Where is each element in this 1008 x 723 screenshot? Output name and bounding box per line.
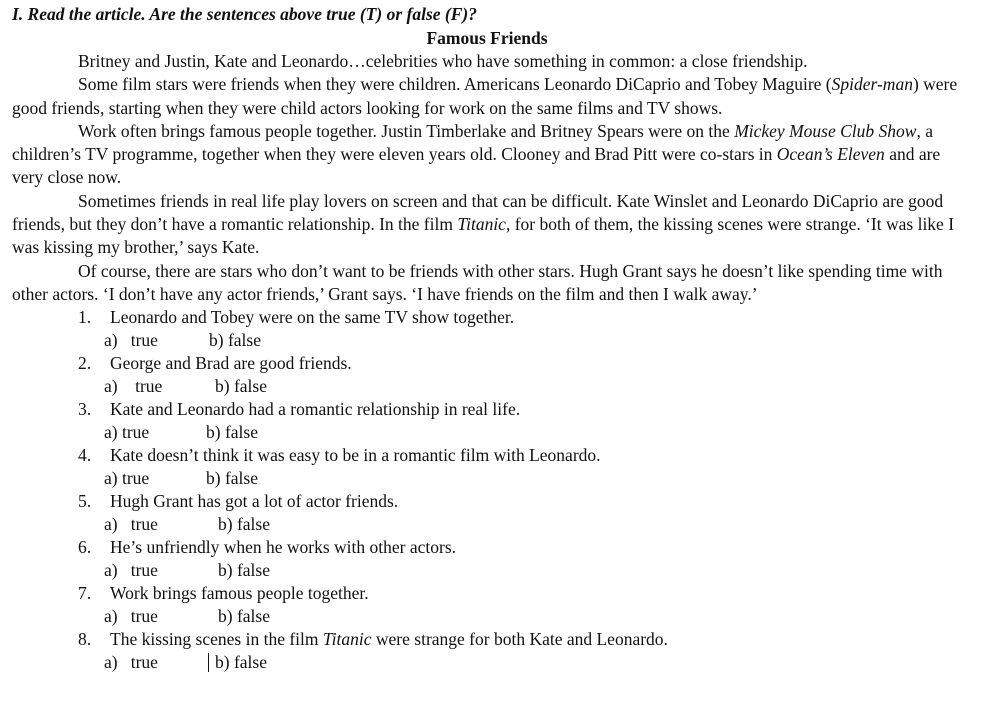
option-b[interactable]: b) false xyxy=(206,422,258,443)
question-5 xyxy=(12,490,962,513)
exercise-heading: I. Read the article. Are the sentences above true (T) or false (F)? xyxy=(12,4,477,24)
option-a[interactable]: a) true xyxy=(104,330,158,351)
option-b[interactable]: b) false xyxy=(215,376,267,397)
question-number: 8. xyxy=(78,629,92,650)
paragraph-1: Britney and Justin, Kate and Leonardo…celebrities who have something in common: a close friendship. xyxy=(78,51,808,71)
option-a[interactable]: a) true xyxy=(104,652,158,673)
paragraph-2-italic: Spider-man xyxy=(831,74,913,95)
option-b[interactable]: b) false xyxy=(218,560,270,581)
question-4 xyxy=(12,444,962,467)
question-number: 5. xyxy=(78,491,92,512)
paragraph-4-text-end: , for both of them, the kissing scenes were strange. ‘It was like I was kissing my brother,’ says Kate. xyxy=(12,214,955,258)
options-8 xyxy=(12,651,962,674)
question-text: Leonardo and Tobey were on the same TV show together. xyxy=(110,307,515,328)
question-number: 3. xyxy=(78,399,92,420)
option-a[interactable]: a) true xyxy=(104,468,150,489)
question-2 xyxy=(12,352,962,375)
question-text-italic: Titanic xyxy=(322,629,372,650)
options-4 xyxy=(12,467,962,490)
paragraph-2-text-end: ) were good friends, starting when they were child actors looking for work on the same films and TV shows. xyxy=(12,74,958,118)
question-6 xyxy=(12,536,962,559)
options-2 xyxy=(12,375,962,398)
paragraph-3-text-end: and are very close now. xyxy=(12,144,941,188)
paragraph-3-text-mid: , a children’s TV programme, together when they were eleven years old. Clooney and Brad Pitt were co-stars in xyxy=(12,120,933,165)
question-text: Work brings famous people together. xyxy=(110,583,369,604)
question-number: 6. xyxy=(78,537,92,558)
paragraph-2 xyxy=(12,73,962,120)
question-number: 1. xyxy=(78,307,92,328)
question-text: Kate and Leonardo had a romantic relationship in real life. xyxy=(110,399,521,420)
question-3 xyxy=(12,398,962,421)
paragraph-3-italic-film: Ocean’s Eleven xyxy=(776,144,885,165)
question-text: Kate doesn’t think it was easy to be in a romantic film with Leonardo. xyxy=(110,445,601,466)
option-a[interactable]: a) true xyxy=(104,560,158,581)
question-text: He’s unfriendly when he works with other actors. xyxy=(110,537,457,558)
paragraph-3-text: Work often brings famous people together. Justin Timberlake and Britney Spears were on the xyxy=(78,120,735,141)
question-text: George and Brad are good friends. xyxy=(110,353,352,374)
text-cursor xyxy=(208,653,209,672)
options-3 xyxy=(12,421,962,444)
question-text: Hugh Grant has got a lot of actor friends. xyxy=(110,491,399,512)
option-b[interactable]: b) false xyxy=(206,468,258,489)
question-1 xyxy=(12,306,962,329)
paragraph-4-italic: Titanic xyxy=(457,214,506,235)
option-a[interactable]: a) true xyxy=(104,606,158,627)
question-8 xyxy=(12,628,962,651)
paragraph-3-italic-show: Mickey Mouse Club Show xyxy=(734,120,917,141)
option-a[interactable]: a) true xyxy=(104,514,158,535)
option-a[interactable]: a) true xyxy=(104,376,163,397)
option-b[interactable]: b) false xyxy=(215,652,267,673)
options-1 xyxy=(12,329,962,352)
question-text-start: The kissing scenes in the film xyxy=(110,629,323,650)
paragraph-4 xyxy=(12,190,962,260)
options-7 xyxy=(12,605,962,628)
question-number: 2. xyxy=(78,353,92,374)
option-b[interactable]: b) false xyxy=(209,330,261,351)
paragraph-3 xyxy=(12,120,962,190)
question-text xyxy=(110,628,668,651)
paragraph-4-text: Sometimes friends in real life play lovers on screen and that can be difficult. Kate Winslet and Leonardo DiCaprio are good friends, but they don’t have a romantic relationship. In the film xyxy=(12,190,944,235)
paragraph-2-text: Some film stars were friends when they were children. Americans Leonardo DiCaprio and Tobey Maguire ( xyxy=(78,74,832,95)
question-text-end: were strange for both Kate and Leonardo. xyxy=(371,629,668,650)
paragraph-5: Of course, there are stars who don’t want to be friends with other stars. Hugh Grant says he doesn’t like spending time with other actors. ‘I don’t have any actor friends,’ Grant says. ‘I have friends on the film and then I walk away.’ xyxy=(12,260,943,304)
option-b[interactable]: b) false xyxy=(218,514,270,535)
option-b[interactable]: b) false xyxy=(218,606,270,627)
worksheet xyxy=(12,3,962,674)
article-title: Famous Friends xyxy=(426,28,548,48)
option-a[interactable]: a) true xyxy=(104,422,150,443)
options-6 xyxy=(12,559,962,582)
options-5 xyxy=(12,513,962,536)
question-number: 7. xyxy=(78,583,92,604)
question-number: 4. xyxy=(78,445,92,466)
question-7 xyxy=(12,582,962,605)
